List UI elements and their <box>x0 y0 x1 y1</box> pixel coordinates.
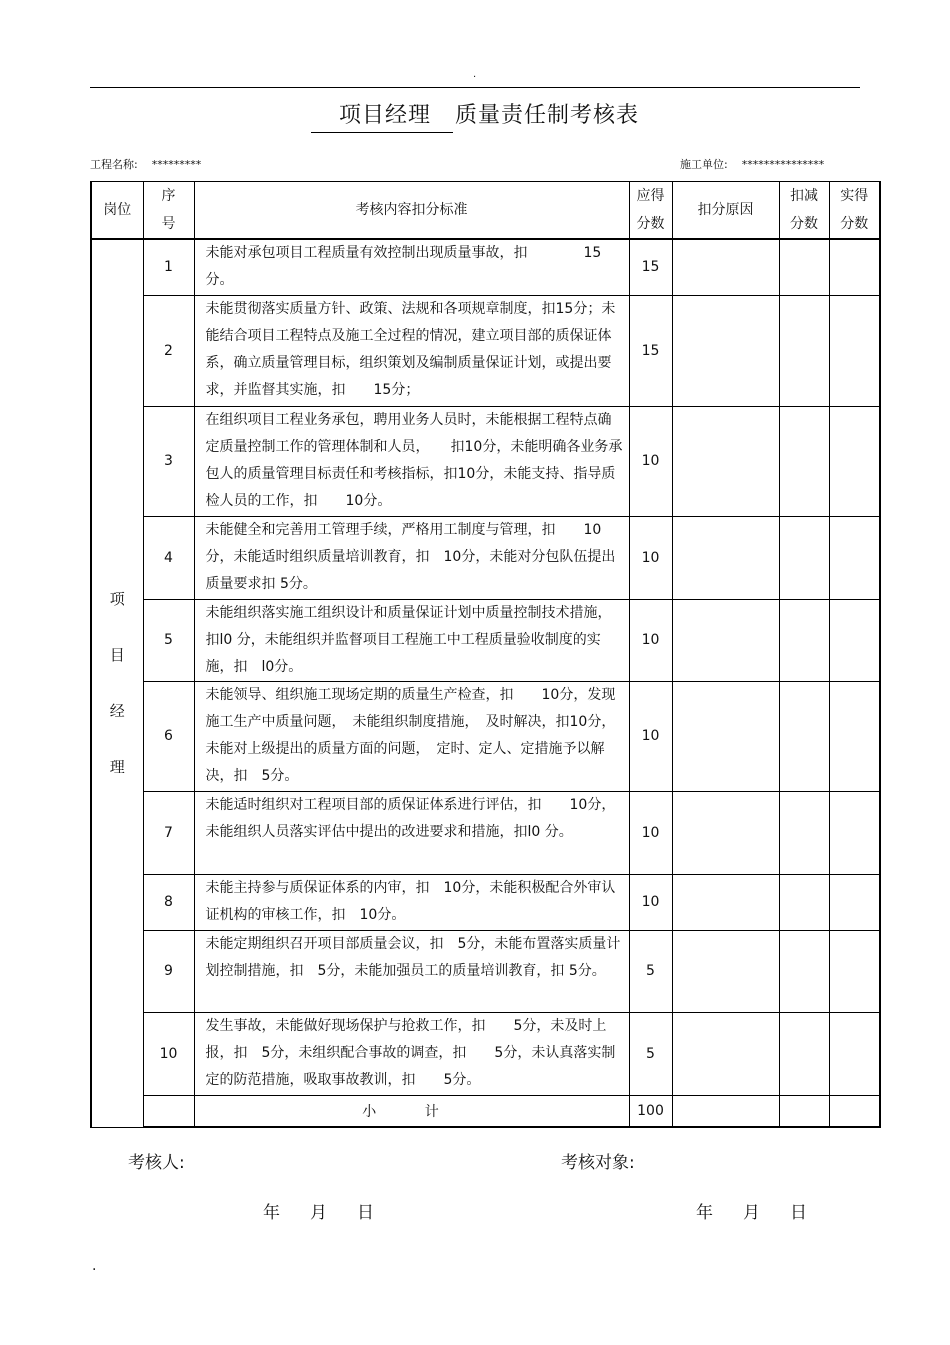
subtotal-actual-cell[interactable] <box>829 1095 880 1127</box>
row-actual-cell[interactable] <box>829 239 880 295</box>
project-name-value: ********* <box>151 158 202 171</box>
subtotal-reason-cell[interactable] <box>672 1095 779 1127</box>
row-actual-cell[interactable] <box>829 874 880 930</box>
row-seq: 8 <box>143 874 194 930</box>
row-actual-cell[interactable] <box>829 295 880 406</box>
header-criteria: 考核内容扣分标准 <box>194 182 629 240</box>
header-reason: 扣分原因 <box>672 182 779 240</box>
row-seq: 10 <box>143 1012 194 1095</box>
row-deducted-cell[interactable] <box>779 874 829 930</box>
row-seq: 9 <box>143 930 194 1012</box>
subtotal-seq-cell <box>143 1095 194 1127</box>
row-deducted-cell[interactable] <box>779 406 829 516</box>
subtotal-deducted-cell[interactable] <box>779 1095 829 1127</box>
row-criteria: 未能组织落实施工组织设计和质量保证计划中质量控制技术措施， 扣l0 分，未能组织并监督项目工程施工中工程质量验收制度的实施，扣 l0分。 <box>194 599 629 681</box>
page-top-mark: . <box>473 69 477 80</box>
table-row <box>91 516 880 599</box>
row-actual-cell[interactable] <box>829 1012 880 1095</box>
row-seq: 7 <box>143 791 194 874</box>
row-reason-cell[interactable] <box>672 1012 779 1095</box>
row-criteria: 未能定期组织召开项目部质量会议，扣 5分，未能布置落实质量计划控制措施，扣 5分，未能加强员工的质量培训教育，扣 5分。 <box>194 930 629 1012</box>
row-reason-cell[interactable] <box>672 406 779 516</box>
row-criteria: 未能领导、组织施工现场定期的质量生产检查，扣 10分，发现施工生产中质量问题， 未能组织制度措施， 及时解决，扣10分，未能对上级提出的质量方面的问题， 定时、定人、定措施予以解决，扣 5分。 <box>194 681 629 791</box>
project-name-label: 工程名称: <box>90 158 138 171</box>
examiner-label: 考核人: <box>128 1153 185 1173</box>
title-underlined-part: 项目经理 <box>311 100 453 133</box>
row-deducted-cell[interactable] <box>779 516 829 599</box>
row-deducted-cell[interactable] <box>779 239 829 295</box>
header-deducted: 扣减分数 <box>779 182 829 240</box>
row-actual-cell[interactable] <box>829 681 880 791</box>
row-criteria: 未能健全和完善用工管理手续，严格用工制度与管理，扣 10分，未能适时组织质量培训教育，扣 10分，未能对分包队伍提出质量要求扣 5分。 <box>194 516 629 599</box>
row-actual-cell[interactable] <box>829 599 880 681</box>
header-post: 岗位 <box>91 182 143 240</box>
table-row <box>91 874 880 930</box>
row-actual-cell[interactable] <box>829 516 880 599</box>
header-seq: 序号 <box>143 182 194 240</box>
header-rule <box>90 87 860 88</box>
row-deducted-cell[interactable] <box>779 681 829 791</box>
row-seq: 3 <box>143 406 194 516</box>
row-deducted-cell[interactable] <box>779 1012 829 1095</box>
row-score: 10 <box>629 874 672 930</box>
subtotal-label: 小 计 <box>194 1095 629 1127</box>
day-label: 日 <box>790 1203 807 1223</box>
row-criteria: 未能贯彻落实质量方针、政策、法规和各项规章制度，扣15分；未能结合项目工程特点及施工全过程的情况，建立项目部的质保证体系，确立质量管理目标，组织策划及编制质量保证计划，或提出要求，并监督其实施，扣 15分； <box>194 295 629 406</box>
row-score: 5 <box>629 1012 672 1095</box>
construction-unit-value: *************** <box>741 158 825 171</box>
table-row <box>91 791 880 874</box>
row-score: 5 <box>629 930 672 1012</box>
row-actual-cell[interactable] <box>829 930 880 1012</box>
header-row <box>91 182 880 240</box>
row-reason-cell[interactable] <box>672 930 779 1012</box>
row-seq: 4 <box>143 516 194 599</box>
row-score: 10 <box>629 599 672 681</box>
row-seq: 6 <box>143 681 194 791</box>
row-score: 10 <box>629 681 672 791</box>
row-reason-cell[interactable] <box>672 239 779 295</box>
subject-label: 考核对象: <box>561 1153 635 1173</box>
post-cell <box>91 239 143 1127</box>
row-actual-cell[interactable] <box>829 406 880 516</box>
table-row <box>91 295 880 406</box>
row-score: 15 <box>629 239 672 295</box>
row-deducted-cell[interactable] <box>779 599 829 681</box>
month-label: 月 <box>743 1203 760 1223</box>
header-actual: 实得分数 <box>829 182 880 240</box>
table-row <box>91 599 880 681</box>
subtotal-row <box>91 1095 880 1127</box>
construction-unit-label: 施工单位: <box>680 158 728 171</box>
table-row <box>91 1012 880 1095</box>
table-row <box>91 406 880 516</box>
row-reason-cell[interactable] <box>672 681 779 791</box>
project-name-line <box>90 157 201 173</box>
row-seq: 5 <box>143 599 194 681</box>
year-label: 年 <box>263 1203 280 1223</box>
header-standard-score: 应得分数 <box>629 182 672 240</box>
row-reason-cell[interactable] <box>672 874 779 930</box>
examiner-date <box>263 1201 404 1225</box>
construction-unit-line <box>680 157 824 173</box>
post-name: 项 目 经 理 <box>109 590 125 777</box>
table-row <box>91 930 880 1012</box>
row-reason-cell[interactable] <box>672 791 779 874</box>
row-deducted-cell[interactable] <box>779 791 829 874</box>
month-label: 月 <box>310 1203 327 1223</box>
row-deducted-cell[interactable] <box>779 930 829 1012</box>
row-score: 10 <box>629 516 672 599</box>
row-criteria: 未能主持参与质保证体系的内审，扣 10分，未能积极配合外审认证机构的审核工作，扣 10分。 <box>194 874 629 930</box>
row-criteria: 发生事故，未能做好现场保护与抢救工作，扣 5分，未及时上报，扣 5分，未组织配合事故的调查，扣 5分，未认真落实制定的防范措施，吸取事故教训，扣 5分。 <box>194 1012 629 1095</box>
row-score: 10 <box>629 791 672 874</box>
row-reason-cell[interactable] <box>672 516 779 599</box>
row-actual-cell[interactable] <box>829 791 880 874</box>
day-label: 日 <box>357 1203 374 1223</box>
year-label: 年 <box>696 1203 713 1223</box>
row-reason-cell[interactable] <box>672 599 779 681</box>
table-row <box>91 681 880 791</box>
subtotal-score: 100 <box>629 1095 672 1127</box>
row-seq: 1 <box>143 239 194 295</box>
row-seq: 2 <box>143 295 194 406</box>
page-title <box>0 100 950 133</box>
row-deducted-cell[interactable] <box>779 295 829 406</box>
row-score: 15 <box>629 295 672 406</box>
subject-date <box>696 1201 837 1225</box>
assessment-table <box>90 181 881 1128</box>
row-criteria: 未能适时组织对工程项目部的质保证体系进行评估，扣 10分，未能组织人员落实评估中提出的改进要求和措施，扣l0 分。 <box>194 791 629 874</box>
row-reason-cell[interactable] <box>672 295 779 406</box>
row-criteria: 未能对承包项目工程质量有效控制出现质量事故，扣 15分。 <box>194 239 629 295</box>
row-criteria: 在组织项目工程业务承包，聘用业务人员时，未能根据工程特点确定质量控制工作的管理体制和人员， 扣10分，未能明确各业务承包人的质量管理目标责任和考核指标，扣10分，未能支持、指导质检人员的工作，扣 10分。 <box>194 406 629 516</box>
page-bottom-mark: . <box>92 1258 97 1274</box>
table-row <box>91 239 880 295</box>
title-rest: 质量责任制考核表 <box>455 103 640 128</box>
row-score: 10 <box>629 406 672 516</box>
